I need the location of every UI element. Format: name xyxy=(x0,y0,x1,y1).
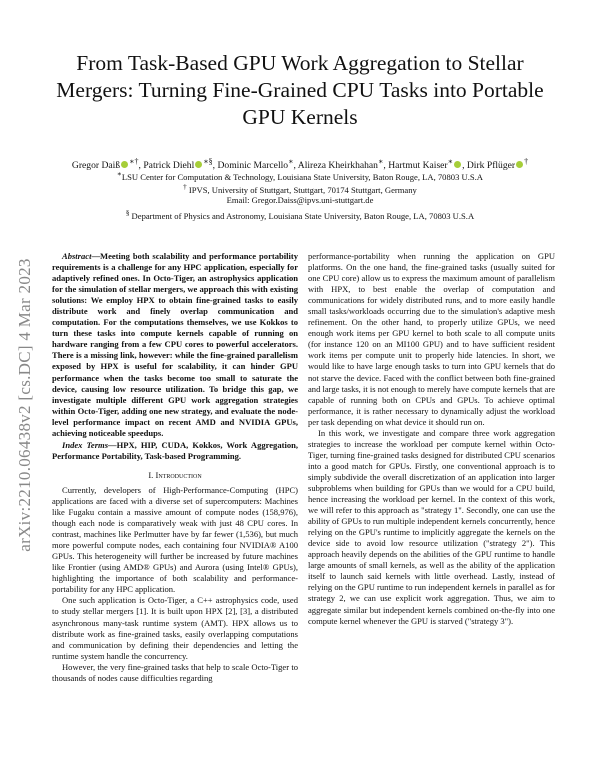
author-name: Alireza Kheirkhahan xyxy=(297,160,378,172)
left-column xyxy=(52,251,298,684)
affiliation xyxy=(30,207,570,222)
index-terms-label: Index Terms xyxy=(62,439,109,450)
author-name: Dominic Marcello xyxy=(217,160,289,172)
right-column xyxy=(308,251,555,627)
paragraph: Currently, developers of High-Performance-Computing (HPC) applications are faced with a diverse set of supercomputers: Machines like Fugaku contain a massive amount of compute nodes (158,976), though each node is comparatively weak with just 48 CPU cores. In contrast, machines like Perlmutter have by far fewer (1,536), but much more powerful compute nodes, each containing four NVIDIA® A100 GPUs. This heterogeneity will further be increased by future machines like Frontier (using AMD® GPUs) and Aurora (using Intel® GPUs), highlighting the importance of both scalability and performance-portability for any HPC application. xyxy=(52,484,298,595)
affiliation-mark: ∗ xyxy=(116,170,122,178)
section-heading: I. Introduction xyxy=(148,469,202,480)
paper-title: From Task-Based GPU Work Aggregation to Stellar Mergers: Turning Fine-Grained CPU Tasks into Portable GPU Kernels xyxy=(56,51,544,129)
paragraph-continued: performance-portability when running the application on GPU platforms. On the one hand, the fine-grained tasks (usually suited for one CPU core) allow us to express the maximum amount of parallelism with HPX, to best enable the overlap of computation and communications for widely distributed runs, and to more easily handle small tasks/workloads occurring due to the simulation's adaptive mesh refinement. On the other hand, to properly utilize GPUs, we need enough work items per GPU kernel to both scale to all compute units (for instance 120 on an MI100 GPU) and to have sufficient resident work items per compute unit to properly hide latencies. In short, we would like to have large enough tasks to turn into GPU kernels that do not starve the device. Faced with the conflict between both fine-grained and large tasks, it is not enough to merely have compute kernels that are capable of running both on CPUs and GPUs. To achieve optimal performance, it is rather necessary to dynamically adjust the workload per task depending on what device it should run on. xyxy=(308,251,555,427)
author-mark: ∗ xyxy=(377,157,384,166)
affiliation-mark: † xyxy=(183,183,187,191)
author-list: Gregor Daiß ∗†, Patrick Diehl ∗§, Dominic Marcello∗, Alireza Kheirkhahan∗, Hartmut Kaiser∗ , Dirk Pflüger † xyxy=(71,157,529,172)
paragraph: In this work, we investigate and compare three work aggregation strategies to increase the workload per compute kernel within Octo-Tiger, turning fine-grained tasks designed for distributed CPU scenarios into a good match for GPUs. Firstly, one conventional approach is to simply subdivide the overall discretization of an application into larger subproblems when building for GPUs than we would for a CPU build, hence increasing the workload per kernel. In the context of this work, we will refer to this approach as "strategy 1". Secondly, one can use the ability of GPUs to run multiple independent kernels concurrently, hence relying on the GPU's runtime to implicitly aggregate the kernels on the device side to avoid low resource utilization ("strategy 2"). This approach heavily depends on the abilities of the GPU runtime to handle large amounts of small kernels, as well as the ability of the application itself to launch said kernels with little overhead. Lastly, instead of relying on the GPU runtime to run independent kernels in parallel as for strategy 2, we can use explicit work aggregation. Thus, we aim to aggregate similar but independent kernels combined on-the-fly into one compute kernel whenever the GPU is starved ("strategy 3"). xyxy=(308,427,555,626)
author-name: Patrick Diehl xyxy=(143,160,195,172)
affiliation-text: LSU Center for Computation & Technology, Louisiana State University, Baton Rouge, LA, 70803 U.S.A xyxy=(121,171,484,182)
abstract xyxy=(52,251,298,439)
arxiv-stamp xyxy=(10,215,40,595)
affiliation-text: Department of Physics and Astronomy, Louisiana State University, Baton Rouge, LA, 70803 U.S.A xyxy=(129,210,475,221)
affiliation-text: IPVS, University of Stuttgart, Stuttgart, 70174 Stuttgart, Germany xyxy=(186,184,417,195)
paragraph: One such application is Octo-Tiger, a C++ astrophysics code, used to study stellar mergers [1]. It is built upon HPX [2], [3], a distributed asynchronous many-task runtime system (AMT). HPX allows us to distribute work as fine-grained tasks, easily overlapping computations and communication by defining their dependencies and letting the runtime system handle the concurrency. xyxy=(52,595,298,661)
paragraph: However, the very fine-grained tasks that help to scale Octo-Tiger to thousands of nodes cause difficulties regarding xyxy=(52,661,298,683)
author-mark: ∗ xyxy=(288,157,294,166)
author-email xyxy=(30,194,570,206)
abstract-text: —Meeting both scalability and performance portability requirements is a challenge for any HPC application, especially for adaptively refined ones. In Octo-Tiger, an astrophysics application for the simulation of stellar mergers, we approach this with existing solutions: We employ HPX to obtain fine-grained tasks to easily distribute work and finely overlap communication and computation. For the computations themselves, we use Kokkos to turn these tasks into compute kernels capable of running on hardware ranging from a few CPU cores to powerful accelerators. There is a missing link, however: while the fine-grained parallelism exposed by HPX is useful for scalability, it can hinder GPU performance when the tasks become too small to saturate the device, causing low resource utilization. To bridge this gap, we investigate multiple different GPU work aggregation strategies within Octo-Tiger, adding one new strategy, and evaluate the node-level performance impact on recent AMD and NVIDIA GPUs, achieving noticeable speedups. xyxy=(52,251,298,438)
author-mark: ∗§ xyxy=(203,157,213,166)
arxiv-identifier[interactable]: arXiv:2210.06438v2 [cs.DC] 4 Mar 2023 xyxy=(15,258,34,552)
author-name: Dirk Pflüger xyxy=(466,160,516,172)
email-text: Email: Gregor.Daiss@ipvs.uni-stuttgart.de xyxy=(226,195,374,205)
author-mark: ∗† xyxy=(129,157,139,166)
author-name: Hartmut Kaiser xyxy=(388,160,448,172)
affiliation-mark: § xyxy=(125,209,130,217)
author-mark: † xyxy=(524,157,529,166)
author-name: Gregor Daiß xyxy=(71,160,121,172)
index-terms-text: —HPX, HIP, CUDA, Kokkos, Work Aggregation, Performance Portability, Task-based Programming. xyxy=(52,439,298,461)
author-mark: ∗ xyxy=(447,157,454,166)
index-terms xyxy=(52,440,298,462)
abstract-label: Abstract xyxy=(62,251,92,261)
